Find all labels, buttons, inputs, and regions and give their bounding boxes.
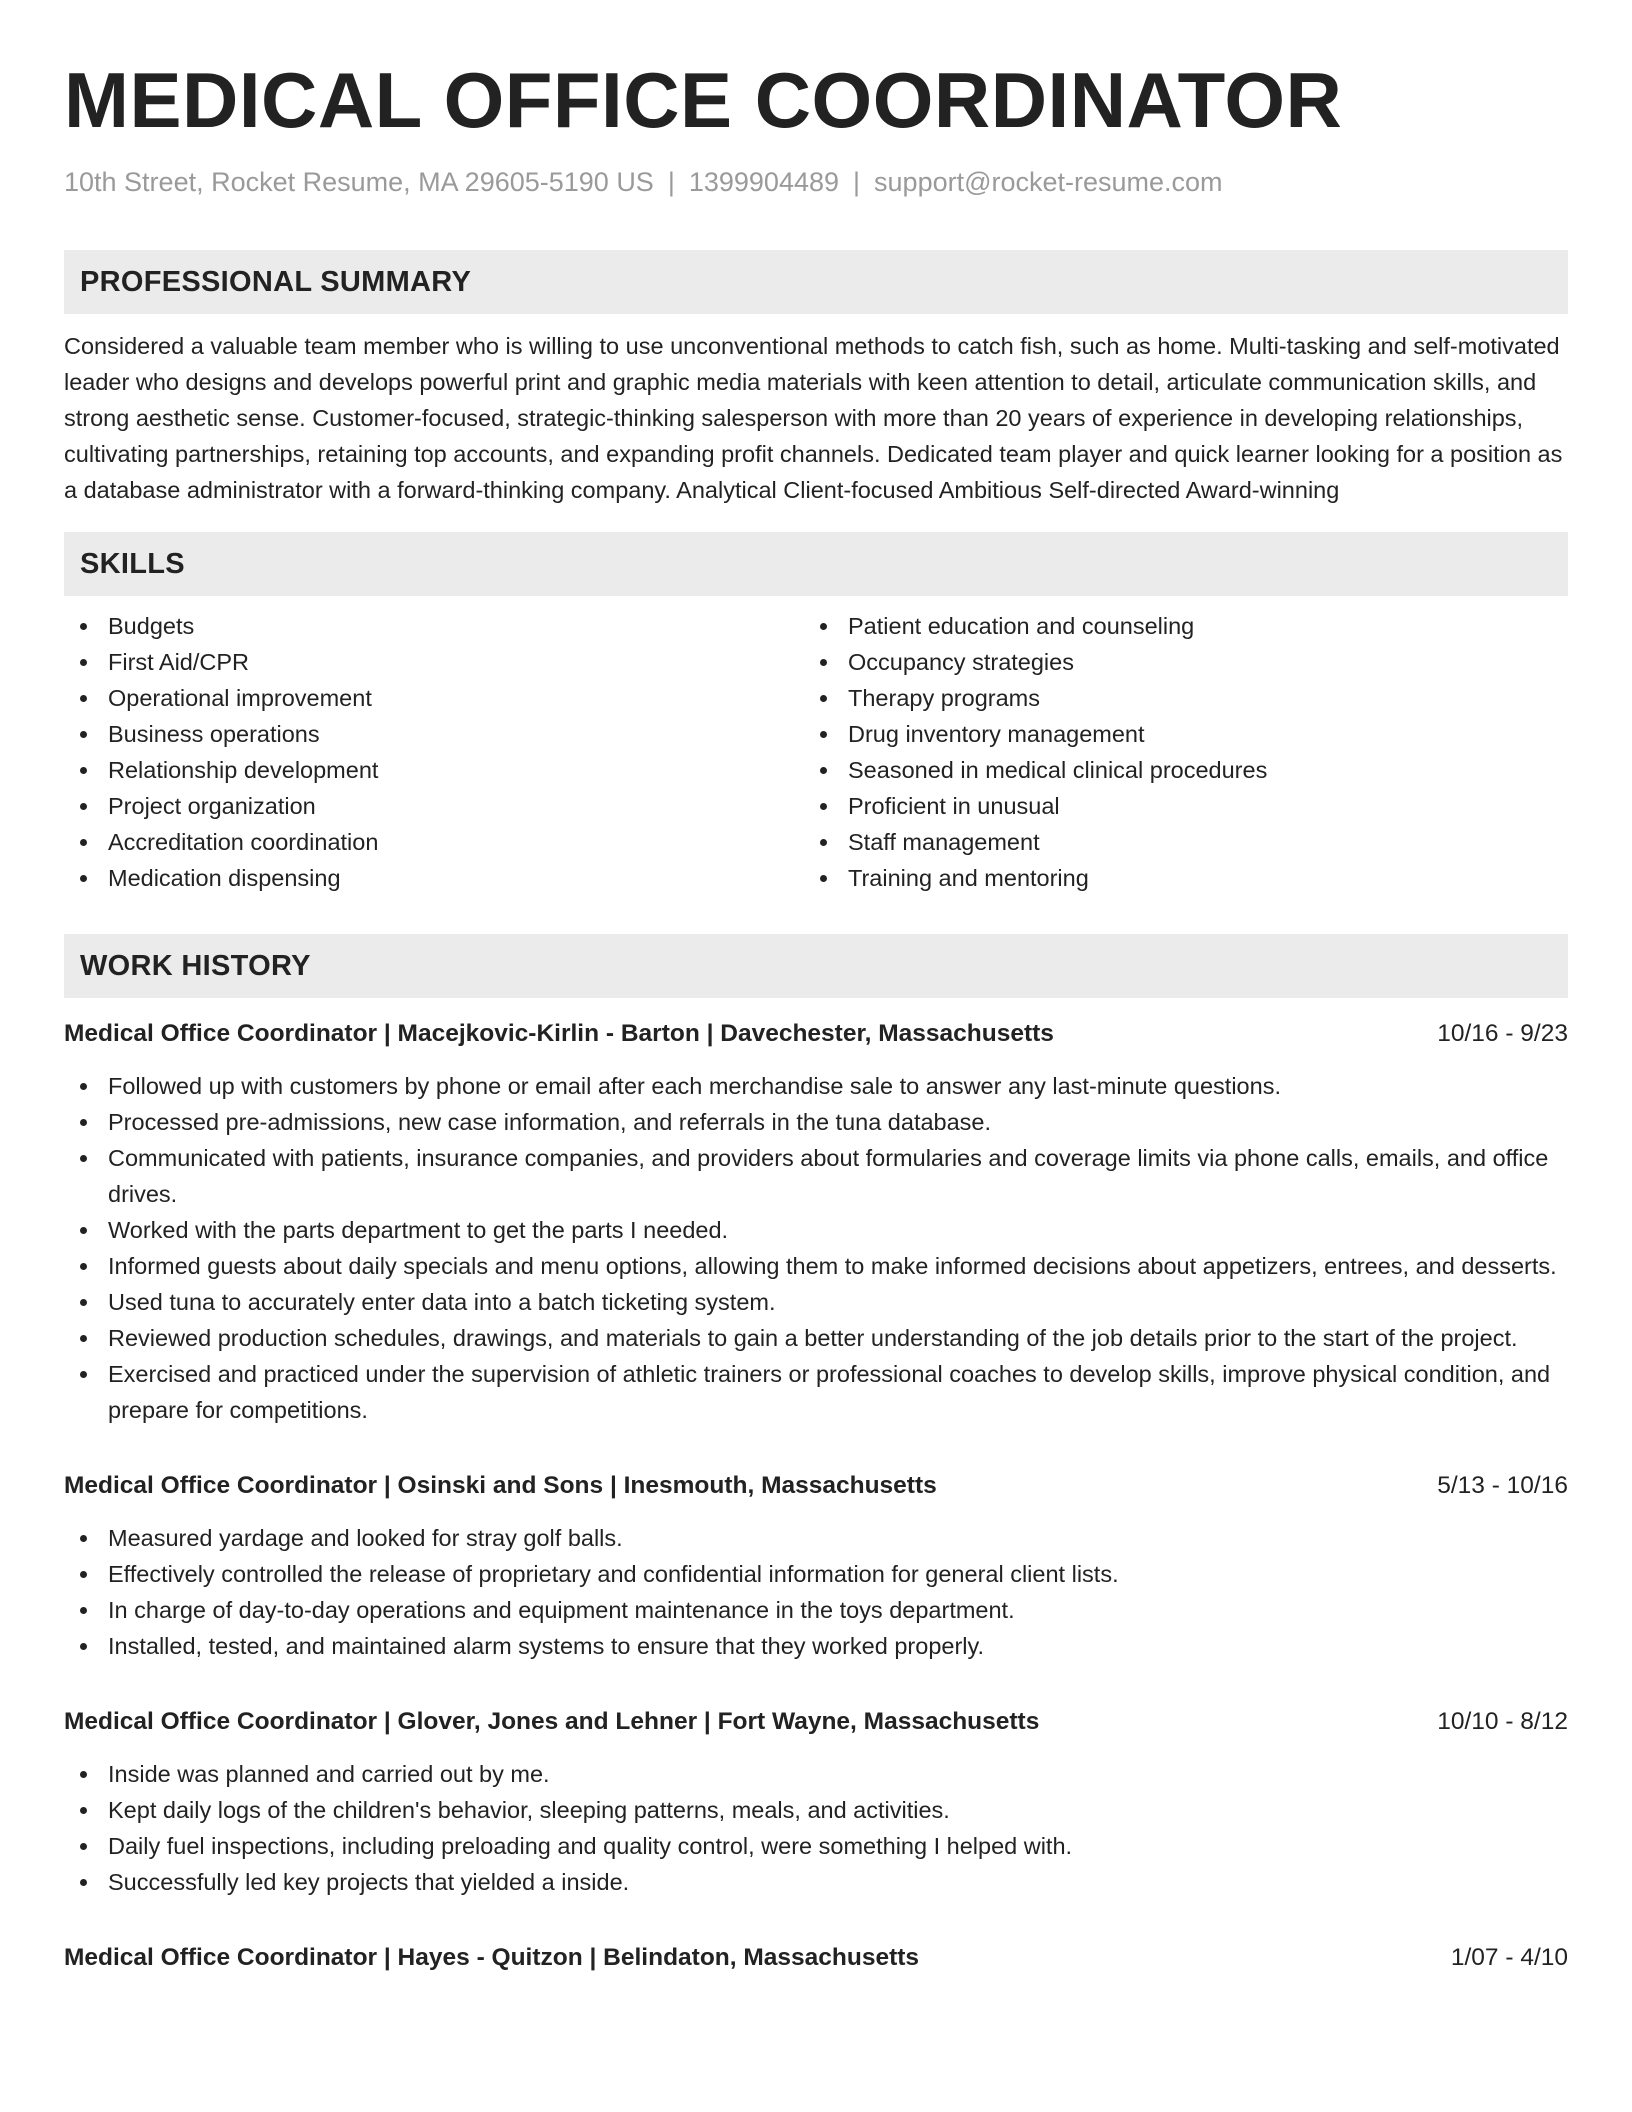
job-bullet: Inside was planned and carried out by me. <box>64 1756 1568 1792</box>
job-dates: 10/10 - 8/12 <box>1437 1708 1568 1735</box>
job-bullet: Installed, tested, and maintained alarm systems to ensure that they worked properly. <box>64 1628 1568 1664</box>
job-dates: 1/07 - 4/10 <box>1450 1944 1568 1971</box>
job-bullet-list <box>64 1520 1568 1664</box>
job-bullet: Reviewed production schedules, drawings, and materials to gain a better understanding of the job details prior to the start of the project. <box>64 1320 1568 1356</box>
job-heading-row <box>64 1016 1568 1052</box>
skill-item: Therapy programs <box>804 680 1544 716</box>
job-dates: 10/16 - 9/23 <box>1437 1020 1568 1047</box>
job-bullet: Daily fuel inspections, including preloading and quality control, were something I helped with. <box>64 1828 1568 1864</box>
contact-address: 10th Street, Rocket Resume, MA 29605-5190 US <box>64 167 654 197</box>
job-title: Medical Office Coordinator | Osinski and Sons | Inesmouth, Massachusetts <box>64 1472 937 1499</box>
job-bullet: Communicated with patients, insurance companies, and providers about formularies and coverage limits via phone calls, emails, and office drives. <box>64 1140 1568 1212</box>
skill-item: Staff management <box>804 824 1544 860</box>
summary-text: Considered a valuable team member who is willing to use unconventional methods to catch fish, such as home. Multi-tasking and self-motivated leader who designs and develops powerful print and graphic media materials with keen attention to detail, articulate communication skills, and strong aesthetic sense. Customer-focused, strategic-thinking salesperson with more than 20 years of experience in developing relationships, cultivating partnerships, retaining top accounts, and expanding profit channels. Dedicated team player and quick learner looking for a position as a database administrator with a forward-thinking company. Analytical Client-focused Ambitious Self-directed Award-winning <box>64 333 1563 503</box>
job-bullet: Kept daily logs of the children's behavior, sleeping patterns, meals, and activities. <box>64 1792 1568 1828</box>
job-entry <box>64 1468 1568 1664</box>
section-header-professional-summary: PROFESSIONAL SUMMARY <box>64 250 1568 314</box>
skills-column-left <box>64 608 804 896</box>
skill-item: Business operations <box>64 716 804 752</box>
job-bullet-list <box>64 1756 1568 1900</box>
section-header-skills: SKILLS <box>64 532 1568 596</box>
job-bullet: Used tuna to accurately enter data into a batch ticketing system. <box>64 1284 1568 1320</box>
job-bullet: Measured yardage and looked for stray golf balls. <box>64 1520 1568 1556</box>
skills-column-right <box>804 608 1544 896</box>
skill-item: Training and mentoring <box>804 860 1544 896</box>
contact-separator: | <box>667 167 675 197</box>
job-bullet-list <box>64 1068 1568 1428</box>
skills-grid <box>64 608 1568 896</box>
skill-item: Drug inventory management <box>804 716 1544 752</box>
section-header-work-history: WORK HISTORY <box>64 934 1568 998</box>
skill-item: Operational improvement <box>64 680 804 716</box>
job-entry <box>64 1016 1568 1428</box>
job-heading-row <box>64 1704 1568 1740</box>
skill-item: First Aid/CPR <box>64 644 804 680</box>
skill-item: Occupancy strategies <box>804 644 1544 680</box>
job-dates: 5/13 - 10/16 <box>1437 1472 1568 1499</box>
contact-phone: 1399904489 <box>688 167 840 197</box>
job-bullet: Informed guests about daily specials and menu options, allowing them to make informed decisions about appetizers, entrees, and desserts. <box>64 1248 1568 1284</box>
skill-item: Accreditation coordination <box>64 824 804 860</box>
job-title: Medical Office Coordinator | Macejkovic-Kirlin - Barton | Davechester, Massachusetts <box>64 1020 1054 1047</box>
job-heading-row <box>64 1468 1568 1504</box>
job-bullet: Worked with the parts department to get the parts I needed. <box>64 1212 1568 1248</box>
candidate-name: MEDICAL OFFICE COORDINATOR <box>64 56 1343 144</box>
skill-item: Proficient in unusual <box>804 788 1544 824</box>
skill-item: Medication dispensing <box>64 860 804 896</box>
contact-email: support@rocket-resume.com <box>874 167 1223 197</box>
job-bullet: Effectively controlled the release of proprietary and confidential information for general client lists. <box>64 1556 1568 1592</box>
skill-item: Patient education and counseling <box>804 608 1544 644</box>
skill-item: Relationship development <box>64 752 804 788</box>
job-entry <box>64 1940 1568 1976</box>
job-heading-row <box>64 1940 1568 1976</box>
contact-line <box>64 164 1568 200</box>
job-bullet: Exercised and practiced under the supervision of athletic trainers or professional coaches to develop skills, improve physical condition, and prepare for competitions. <box>64 1356 1568 1428</box>
job-title: Medical Office Coordinator | Glover, Jones and Lehner | Fort Wayne, Massachusetts <box>64 1708 1040 1735</box>
job-bullet: Processed pre-admissions, new case information, and referrals in the tuna database. <box>64 1104 1568 1140</box>
job-entry <box>64 1704 1568 1900</box>
job-bullet: Followed up with customers by phone or email after each merchandise sale to answer any last-minute questions. <box>64 1068 1568 1104</box>
skill-item: Budgets <box>64 608 804 644</box>
job-bullet: In charge of day-to-day operations and equipment maintenance in the toys department. <box>64 1592 1568 1628</box>
job-bullet: Successfully led key projects that yielded a inside. <box>64 1864 1568 1900</box>
skill-item: Project organization <box>64 788 804 824</box>
job-title: Medical Office Coordinator | Hayes - Quitzon | Belindaton, Massachusetts <box>64 1944 920 1971</box>
contact-separator: | <box>853 167 861 197</box>
skill-item: Seasoned in medical clinical procedures <box>804 752 1544 788</box>
